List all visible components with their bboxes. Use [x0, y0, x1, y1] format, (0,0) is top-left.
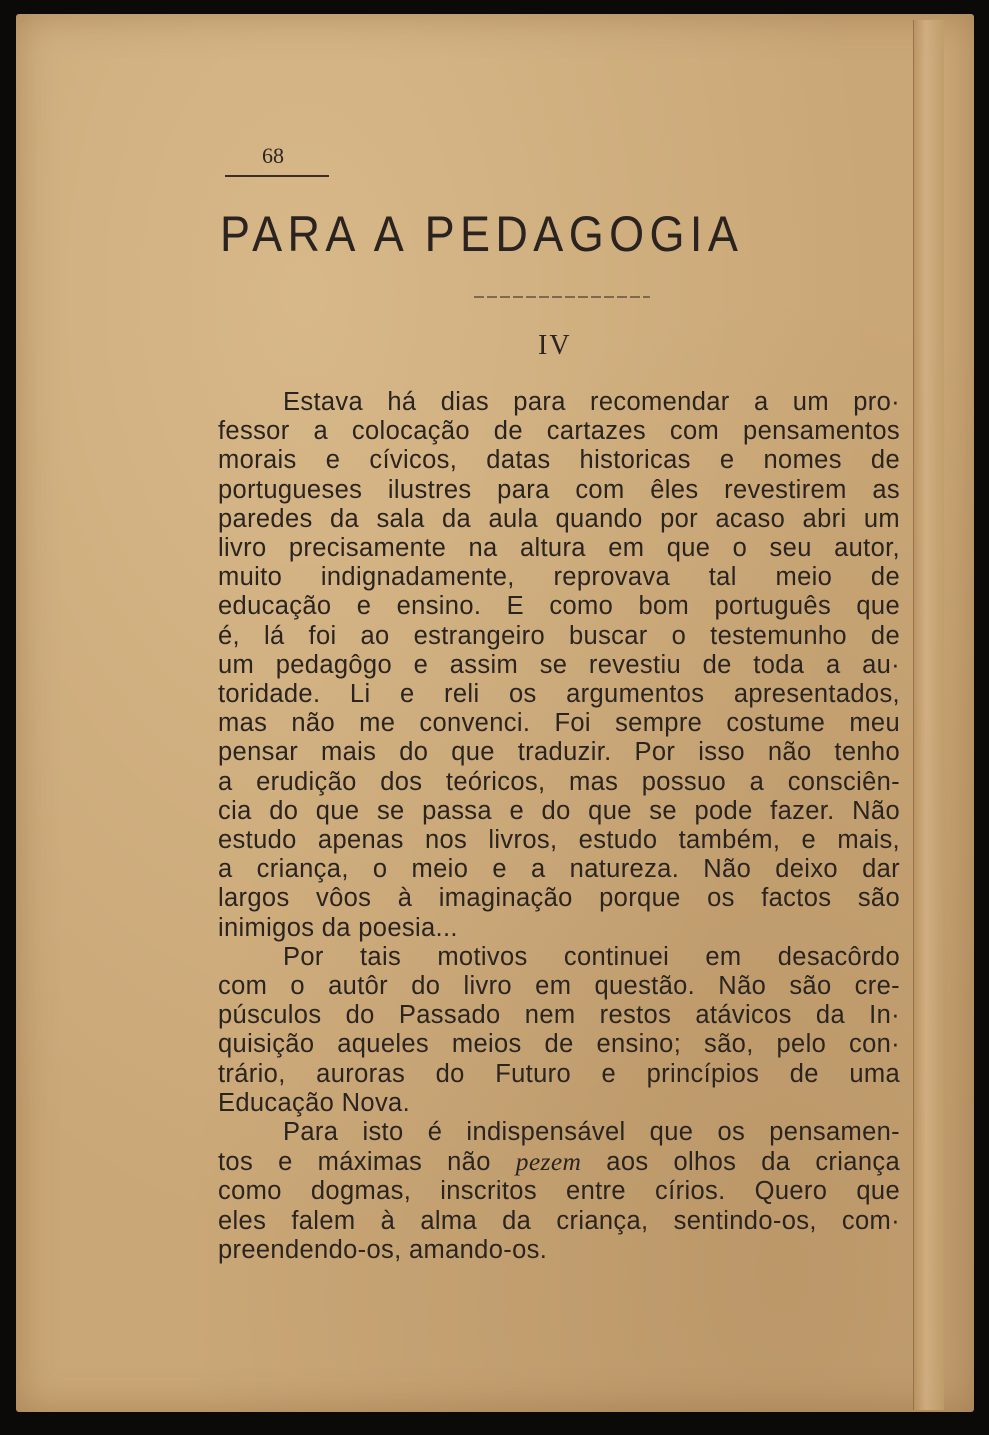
text-line: Para isto é indispensável que os pensamen- — [283, 1118, 900, 1147]
text-line: muito indignadamente, reprovava tal meio de — [218, 563, 900, 592]
body-text — [218, 388, 900, 1265]
text-line: estudo apenas nos livros, estudo também, e mais, — [218, 826, 900, 855]
text-line: é, lá foi ao estrangeiro buscar o testemunho de — [218, 621, 900, 650]
page-fold-edge — [913, 20, 944, 1410]
text-line: púsculos do Passado nem restos atávicos da In· — [218, 1001, 900, 1030]
page-number: 68 — [262, 143, 284, 168]
chapter-title: PARA A PEDAGOGIA — [220, 206, 744, 262]
text-line: morais e cívicos, datas historicas e nomes de — [218, 446, 900, 475]
text-segment: tos e máximas não — [218, 1148, 516, 1177]
text-line: paredes da sala da aula quando por acaso abri um — [218, 504, 900, 533]
text-line: toridade. Li e reli os argumentos apresentados, — [218, 680, 900, 709]
text-line-with-emphasis — [218, 1147, 900, 1177]
text-line: um pedagôgo e assim se revestiu de toda a au· — [218, 650, 900, 679]
text-line: portugueses ilustres para com êles revestirem as — [218, 475, 900, 504]
text-line: livro precisamente na altura em que o seu autor, — [218, 534, 900, 563]
text-line: a criança, o meio e a natureza. Não deixo dar — [218, 855, 900, 884]
text-line: cia do que se passa e do que se pode fazer. Não — [218, 796, 900, 825]
text-line: trário, auroras do Futuro e princípios de uma — [218, 1059, 900, 1088]
text-segment: aos olhos da criança — [581, 1148, 900, 1177]
emphasis-word: pezem — [515, 1147, 582, 1177]
text-line: largos vôos à imaginação porque os factos são — [218, 884, 900, 913]
text-line: com o autôr do livro em questão. Não são cre- — [218, 972, 900, 1001]
text-line: pensar mais do que traduzir. Por isso não tenho — [218, 738, 900, 767]
text-line: como dogmas, inscritos entre círios. Quero que — [218, 1177, 900, 1206]
text-line: a erudição dos teóricos, mas possuo a consciên- — [218, 767, 900, 796]
text-line: eles falem à alma da criança, sentindo-os, com· — [218, 1206, 900, 1235]
text-line: Por tais motivos continuei em desacôrdo — [283, 942, 900, 971]
text-line: inimigos da poesia... — [218, 913, 458, 942]
text-line: Educação Nova. — [218, 1088, 411, 1117]
text-line: quisição aqueles meios de ensino; são, pelo con· — [218, 1030, 900, 1059]
page-number-rule — [225, 175, 329, 177]
title-divider — [474, 296, 650, 298]
text-line: fessor a colocação de cartazes com pensamentos — [218, 417, 900, 446]
text-line: Estava há dias para recomendar a um pro· — [283, 388, 900, 416]
text-line: educação e ensino. E como bom português que — [218, 592, 900, 621]
text-line: preendendo-os, amando-os. — [218, 1235, 548, 1264]
section-number: IV — [538, 330, 572, 361]
text-line: mas não me convenci. Foi sempre costume meu — [218, 709, 900, 738]
